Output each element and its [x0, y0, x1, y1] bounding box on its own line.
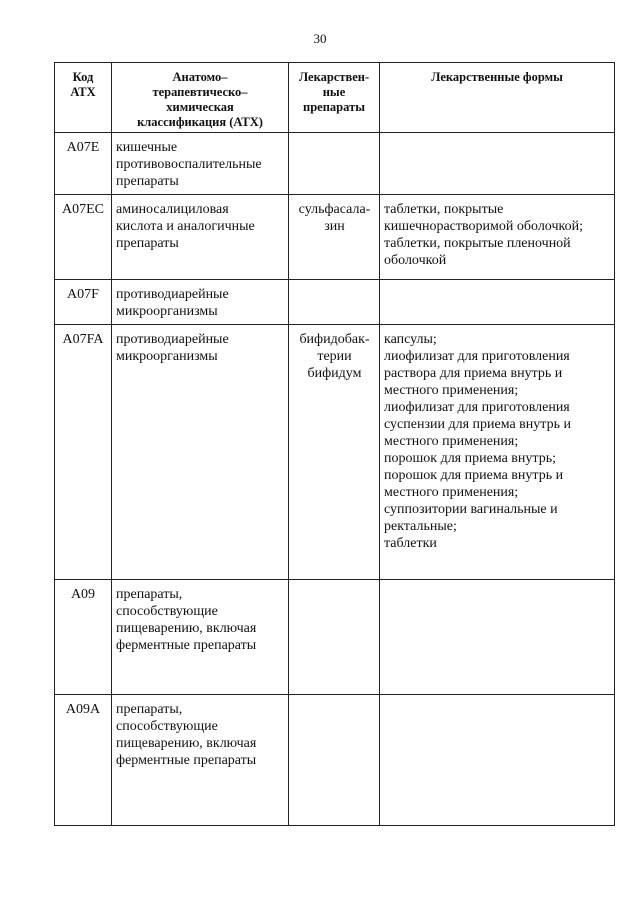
row-code-cell: A09A	[55, 695, 112, 826]
row-drug-cell: бифидобак- терии бифидум	[289, 325, 380, 580]
row-forms-cell	[380, 580, 615, 695]
row-code-cell: A07E	[55, 133, 112, 195]
row-name-cell: аминосалициловая кислота и аналогичные препараты	[112, 195, 289, 280]
header-dosage-forms: Лекарственные формы	[380, 63, 615, 133]
table-row	[55, 133, 615, 195]
table-row	[55, 325, 615, 580]
row-code-cell: A07FA	[55, 325, 112, 580]
row-name-cell: противодиарейные микроорганизмы	[112, 280, 289, 325]
header-code-atx: Код АТХ	[55, 63, 112, 133]
row-drug-cell: сульфасала- зин	[289, 195, 380, 280]
row-drug-cell	[289, 133, 380, 195]
row-drug-cell	[289, 280, 380, 325]
table-row	[55, 695, 615, 826]
header-medicines: Лекарствен- ные препараты	[289, 63, 380, 133]
atx-classification-table	[54, 62, 615, 826]
row-forms-cell	[380, 133, 615, 195]
table-row	[55, 580, 615, 695]
row-name-cell: препараты, способствующие пищеварению, включая ферментные препараты	[112, 580, 289, 695]
row-forms-cell	[380, 280, 615, 325]
row-code-cell: A09	[55, 580, 112, 695]
row-name-cell: препараты, способствующие пищеварению, включая ферментные препараты	[112, 695, 289, 826]
table-header-row	[55, 63, 615, 133]
row-name-cell: противодиарейные микроорганизмы	[112, 325, 289, 580]
row-name-cell: кишечные противовоспалительные препараты	[112, 133, 289, 195]
row-drug-cell	[289, 695, 380, 826]
page-number: 30	[313, 31, 327, 46]
row-code-cell: A07F	[55, 280, 112, 325]
row-forms-cell: капсулы; лиофилизат для приготовления раствора для приема внутрь и местного применения; лиофилизат для приготовления суспензии для приема внутрь и местного применения; порошок для приема внутрь; порошок для приема внутрь и местного применения; суппозитории вагинальные и ректальные; таблетки	[380, 325, 615, 580]
table-row	[55, 280, 615, 325]
row-drug-cell	[289, 580, 380, 695]
row-forms-cell	[380, 695, 615, 826]
table-row	[55, 195, 615, 280]
row-forms-cell: таблетки, покрытые кишечнорастворимой оболочкой; таблетки, покрытые пленочной оболочкой	[380, 195, 615, 280]
header-atx-classification: Анатомо– терапевтическо– химическая классификация (АТХ)	[112, 63, 289, 133]
row-code-cell: A07EC	[55, 195, 112, 280]
